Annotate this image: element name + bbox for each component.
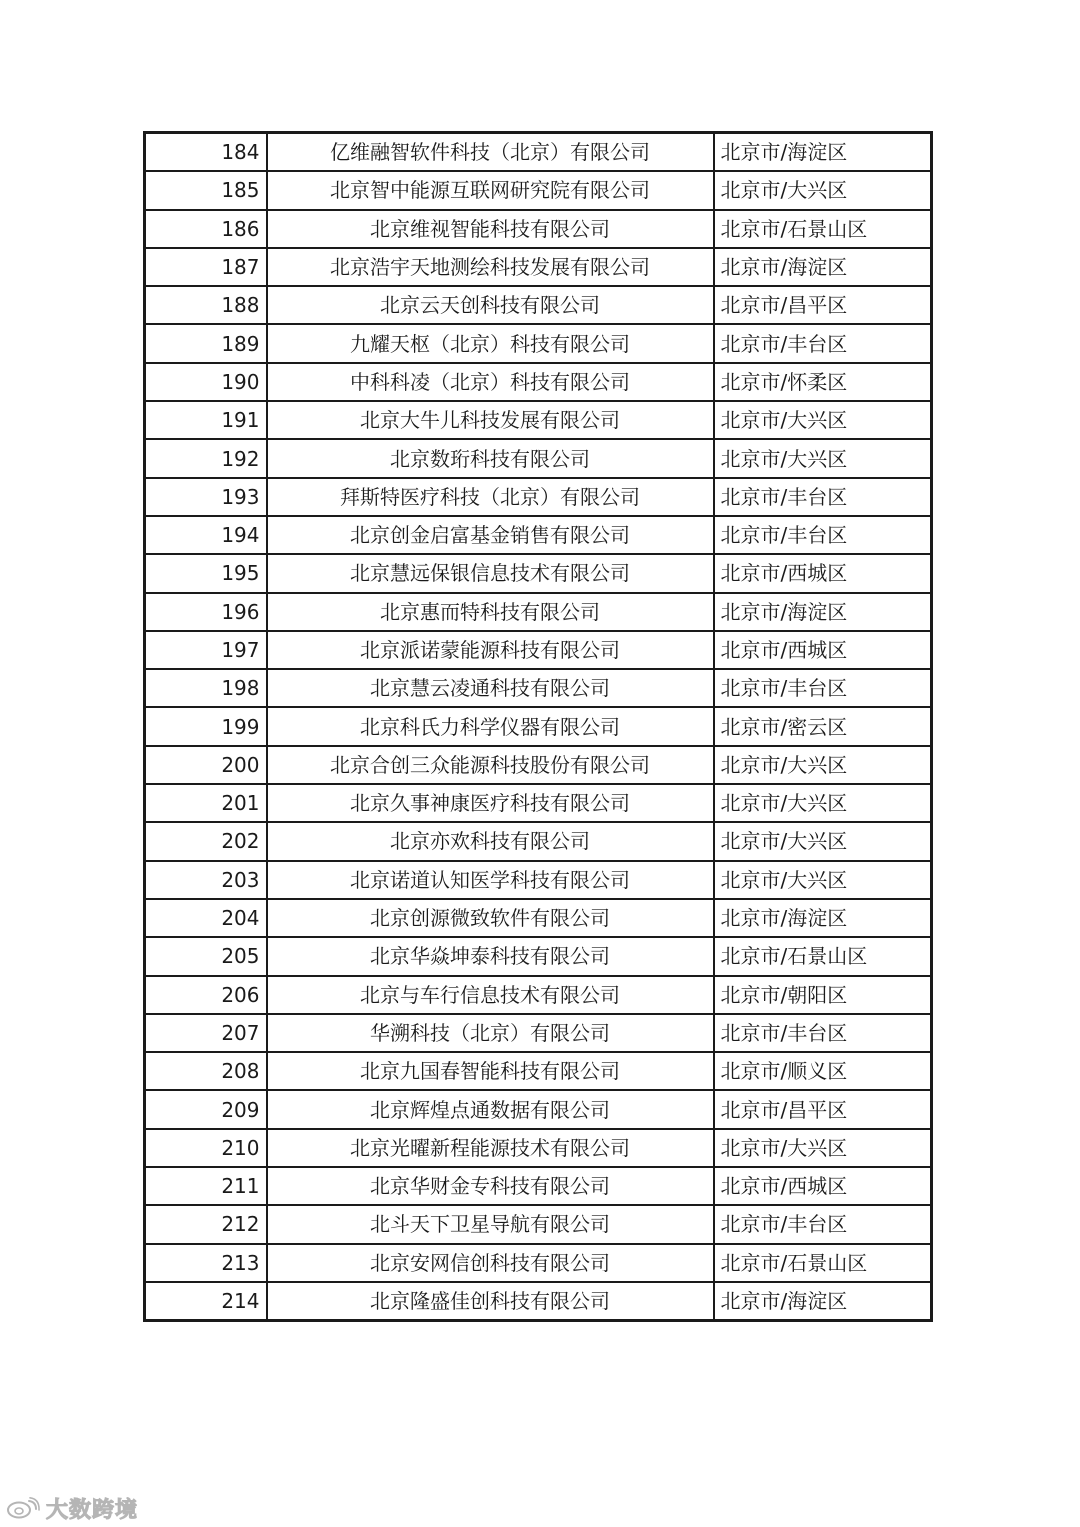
row-number-cell: 188	[145, 286, 267, 324]
table-row	[145, 554, 932, 592]
location-cell: 北京市/顺义区	[714, 1052, 932, 1090]
row-number-cell: 211	[145, 1167, 267, 1205]
row-number-cell: 212	[145, 1205, 267, 1243]
location-cell: 北京市/西城区	[714, 631, 932, 669]
location-cell: 北京市/石景山区	[714, 1244, 932, 1282]
company-name-cell: 北斗天下卫星导航有限公司	[267, 1205, 714, 1243]
location-cell: 北京市/密云区	[714, 707, 932, 745]
company-name-cell: 北京浩宇天地测绘科技发展有限公司	[267, 248, 714, 286]
location-cell: 北京市/西城区	[714, 1167, 932, 1205]
company-name-cell: 北京辉煌点通数据有限公司	[267, 1090, 714, 1128]
row-number-cell: 210	[145, 1129, 267, 1167]
location-cell: 北京市/丰台区	[714, 1014, 932, 1052]
table-row	[145, 937, 932, 975]
location-cell: 北京市/海淀区	[714, 593, 932, 631]
table-row	[145, 1205, 932, 1243]
table-row	[145, 210, 932, 248]
row-number-cell: 195	[145, 554, 267, 592]
row-number-cell: 184	[145, 133, 267, 172]
company-name-cell: 北京合创三众能源科技股份有限公司	[267, 746, 714, 784]
location-cell: 北京市/海淀区	[714, 248, 932, 286]
table-row	[145, 1244, 932, 1282]
table-row	[145, 286, 932, 324]
row-number-cell: 193	[145, 478, 267, 516]
company-name-cell: 九耀天枢（北京）科技有限公司	[267, 324, 714, 362]
table-row	[145, 171, 932, 209]
location-cell: 北京市/石景山区	[714, 210, 932, 248]
table-body	[145, 133, 932, 1321]
company-name-cell: 北京大牛儿科技发展有限公司	[267, 401, 714, 439]
location-cell: 北京市/丰台区	[714, 1205, 932, 1243]
company-name-cell: 北京安网信创科技有限公司	[267, 1244, 714, 1282]
row-number-cell: 192	[145, 439, 267, 477]
table-row	[145, 1014, 932, 1052]
company-name-cell: 北京智中能源互联网研究院有限公司	[267, 171, 714, 209]
row-number-cell: 203	[145, 861, 267, 899]
company-name-cell: 北京久事神康医疗科技有限公司	[267, 784, 714, 822]
location-cell: 北京市/怀柔区	[714, 363, 932, 401]
company-name-cell: 北京九国春智能科技有限公司	[267, 1052, 714, 1090]
table-row	[145, 784, 932, 822]
row-number-cell: 196	[145, 593, 267, 631]
row-number-cell: 185	[145, 171, 267, 209]
row-number-cell: 194	[145, 516, 267, 554]
location-cell: 北京市/大兴区	[714, 822, 932, 860]
table-row	[145, 861, 932, 899]
company-name-cell: 亿维融智软件科技（北京）有限公司	[267, 133, 714, 172]
company-name-cell: 北京云天创科技有限公司	[267, 286, 714, 324]
location-cell: 北京市/石景山区	[714, 937, 932, 975]
company-name-cell: 北京隆盛佳创科技有限公司	[267, 1282, 714, 1321]
table-row	[145, 248, 932, 286]
table-row	[145, 1167, 932, 1205]
location-cell: 北京市/海淀区	[714, 133, 932, 172]
location-cell: 北京市/西城区	[714, 554, 932, 592]
row-number-cell: 208	[145, 1052, 267, 1090]
table-row	[145, 133, 932, 172]
location-cell: 北京市/大兴区	[714, 439, 932, 477]
company-name-cell: 北京惠而特科技有限公司	[267, 593, 714, 631]
row-number-cell: 213	[145, 1244, 267, 1282]
company-name-cell: 北京数珩科技有限公司	[267, 439, 714, 477]
location-cell: 北京市/昌平区	[714, 1090, 932, 1128]
watermark	[6, 1493, 138, 1523]
table-row	[145, 631, 932, 669]
company-name-cell: 北京与车行信息技术有限公司	[267, 976, 714, 1014]
location-cell: 北京市/朝阳区	[714, 976, 932, 1014]
table-row	[145, 439, 932, 477]
table-row	[145, 1282, 932, 1321]
location-cell: 北京市/海淀区	[714, 1282, 932, 1321]
table-row	[145, 516, 932, 554]
table-row	[145, 899, 932, 937]
location-cell: 北京市/丰台区	[714, 324, 932, 362]
location-cell: 北京市/大兴区	[714, 861, 932, 899]
location-cell: 北京市/丰台区	[714, 478, 932, 516]
row-number-cell: 204	[145, 899, 267, 937]
location-cell: 北京市/大兴区	[714, 784, 932, 822]
watermark-text: 大数跨境	[46, 1497, 139, 1523]
table-row	[145, 1129, 932, 1167]
row-number-cell: 190	[145, 363, 267, 401]
table-row	[145, 593, 932, 631]
company-name-cell: 北京科氏力科学仪器有限公司	[267, 707, 714, 745]
table-row	[145, 976, 932, 1014]
row-number-cell: 198	[145, 669, 267, 707]
table-row	[145, 363, 932, 401]
company-name-cell: 中科科凌（北京）科技有限公司	[267, 363, 714, 401]
company-name-cell: 北京维视智能科技有限公司	[267, 210, 714, 248]
table-row	[145, 324, 932, 362]
row-number-cell: 197	[145, 631, 267, 669]
location-cell: 北京市/昌平区	[714, 286, 932, 324]
table-row	[145, 1090, 932, 1128]
table-row	[145, 669, 932, 707]
row-number-cell: 201	[145, 784, 267, 822]
table-row	[145, 478, 932, 516]
company-name-cell: 北京慧远保银信息技术有限公司	[267, 554, 714, 592]
location-cell: 北京市/大兴区	[714, 401, 932, 439]
row-number-cell: 205	[145, 937, 267, 975]
row-number-cell: 189	[145, 324, 267, 362]
company-name-cell: 北京华焱坤泰科技有限公司	[267, 937, 714, 975]
company-name-cell: 北京光曜新程能源技术有限公司	[267, 1129, 714, 1167]
location-cell: 北京市/丰台区	[714, 516, 932, 554]
company-name-cell: 华溯科技（北京）有限公司	[267, 1014, 714, 1052]
location-cell: 北京市/大兴区	[714, 171, 932, 209]
row-number-cell: 202	[145, 822, 267, 860]
company-name-cell: 北京创源微致软件有限公司	[267, 899, 714, 937]
company-name-cell: 北京诺道认知医学科技有限公司	[267, 861, 714, 899]
company-name-cell: 北京华财金专科技有限公司	[267, 1167, 714, 1205]
row-number-cell: 187	[145, 248, 267, 286]
company-name-cell: 北京创金启富基金销售有限公司	[267, 516, 714, 554]
row-number-cell: 209	[145, 1090, 267, 1128]
row-number-cell: 207	[145, 1014, 267, 1052]
company-name-cell: 北京派诺蒙能源科技有限公司	[267, 631, 714, 669]
table-row	[145, 401, 932, 439]
company-list-table	[143, 131, 933, 1322]
row-number-cell: 200	[145, 746, 267, 784]
location-cell: 北京市/丰台区	[714, 669, 932, 707]
row-number-cell: 199	[145, 707, 267, 745]
row-number-cell: 191	[145, 401, 267, 439]
row-number-cell: 206	[145, 976, 267, 1014]
table-row	[145, 746, 932, 784]
location-cell: 北京市/大兴区	[714, 746, 932, 784]
row-number-cell: 214	[145, 1282, 267, 1321]
weibo-style-logo-icon	[6, 1497, 40, 1519]
table-row	[145, 707, 932, 745]
table-row	[145, 1052, 932, 1090]
location-cell: 北京市/海淀区	[714, 899, 932, 937]
company-name-cell: 北京亦欢科技有限公司	[267, 822, 714, 860]
table-row	[145, 822, 932, 860]
row-number-cell: 186	[145, 210, 267, 248]
location-cell: 北京市/大兴区	[714, 1129, 932, 1167]
company-name-cell: 拜斯特医疗科技（北京）有限公司	[267, 478, 714, 516]
company-name-cell: 北京慧云凌通科技有限公司	[267, 669, 714, 707]
